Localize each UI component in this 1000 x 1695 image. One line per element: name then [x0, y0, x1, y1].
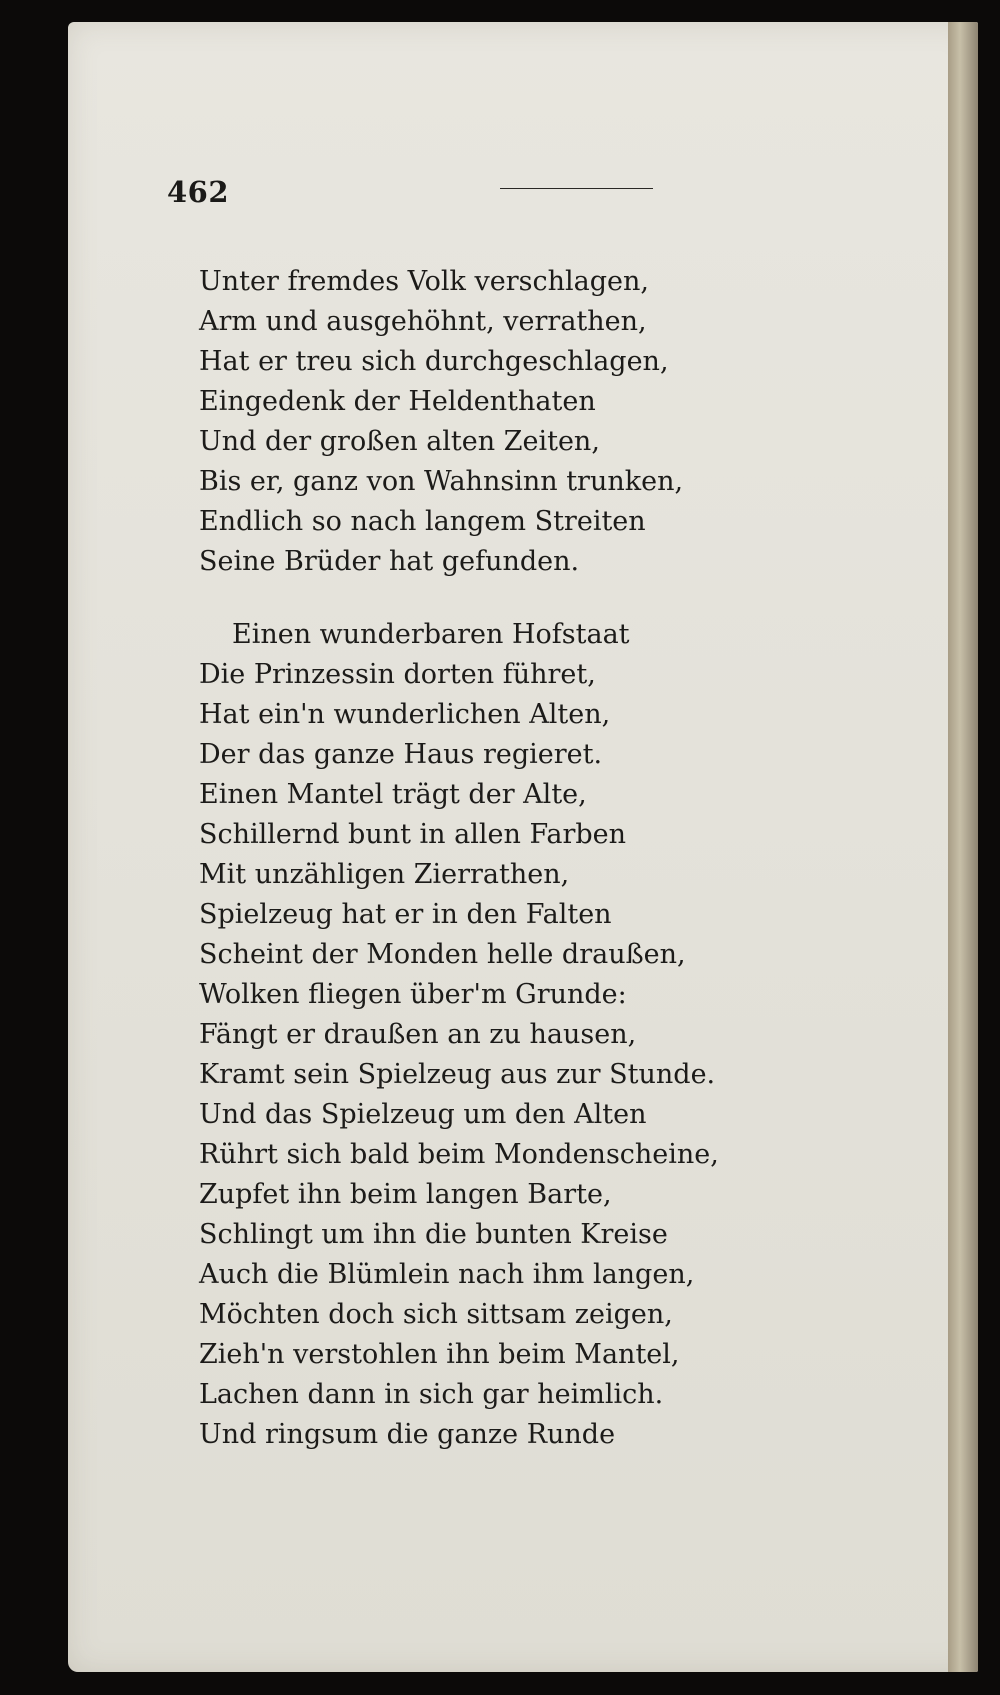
- verse-line: Spielzeug hat er in den Falten: [199, 899, 612, 930]
- verse-line: Fängt er draußen an zu hausen,: [199, 1019, 637, 1050]
- verse-line: Lachen dann in sich gar heimlich.: [199, 1379, 664, 1410]
- verse-line: Die Prinzessin dorten führet,: [199, 659, 596, 690]
- verse-line: Und ringsum die ganze Runde: [199, 1419, 616, 1450]
- verse-line: Zieh'n verstohlen ihn beim Mantel,: [199, 1339, 680, 1370]
- verse-line: Der das ganze Haus regieret.: [199, 739, 603, 770]
- page-number: 462: [167, 175, 230, 209]
- verse-line: Scheint der Monden helle draußen,: [199, 939, 686, 970]
- verse-line: Schillernd bunt in allen Farben: [199, 819, 627, 850]
- verse-line: Endlich so nach langem Streiten: [199, 506, 646, 537]
- verse-line: Möchten doch sich sittsam zeigen,: [199, 1299, 673, 1330]
- verse-line: Arm und ausgehöhnt, verrathen,: [199, 306, 647, 337]
- verse-line: Eingedenk der Heldenthaten: [199, 386, 596, 417]
- verse-line: Schlingt um ihn die bunten Kreise: [199, 1219, 668, 1250]
- verse-line: Und das Spielzeug um den Alten: [199, 1099, 647, 1130]
- verse-line: Mit unzähligen Zierrathen,: [199, 859, 570, 890]
- stanza-gap: [199, 582, 839, 615]
- verse-line: Unter fremdes Volk verschlagen,: [199, 266, 649, 297]
- page-edge: [948, 22, 978, 1672]
- stanza-2: [199, 615, 839, 1455]
- verse-line: Kramt sein Spielzeug aus zur Stunde.: [199, 1059, 716, 1090]
- verse-line: Einen wunderbaren Hofstaat: [232, 619, 630, 650]
- stanza-1: [199, 262, 839, 582]
- verse-line: Rührt sich bald beim Mondenscheine,: [199, 1139, 719, 1170]
- verse-line: Auch die Blümlein nach ihm langen,: [199, 1259, 695, 1290]
- verse-line: Hat er treu sich durchgeschlagen,: [199, 346, 669, 377]
- verse-line: Bis er, ganz von Wahnsinn trunken,: [199, 466, 684, 497]
- verse-line: Einen Mantel trägt der Alte,: [199, 779, 587, 810]
- verse-line: Seine Brüder hat gefunden.: [199, 546, 580, 577]
- poem-text: [199, 262, 839, 1455]
- verse-line: Zupfet ihn beim langen Barte,: [199, 1179, 612, 1210]
- verse-line: Hat ein'n wunderlichen Alten,: [199, 699, 611, 730]
- header-rule: [500, 188, 653, 189]
- verse-line: Wolken fliegen über'm Grunde:: [199, 979, 627, 1010]
- verse-line: Und der großen alten Zeiten,: [199, 426, 600, 457]
